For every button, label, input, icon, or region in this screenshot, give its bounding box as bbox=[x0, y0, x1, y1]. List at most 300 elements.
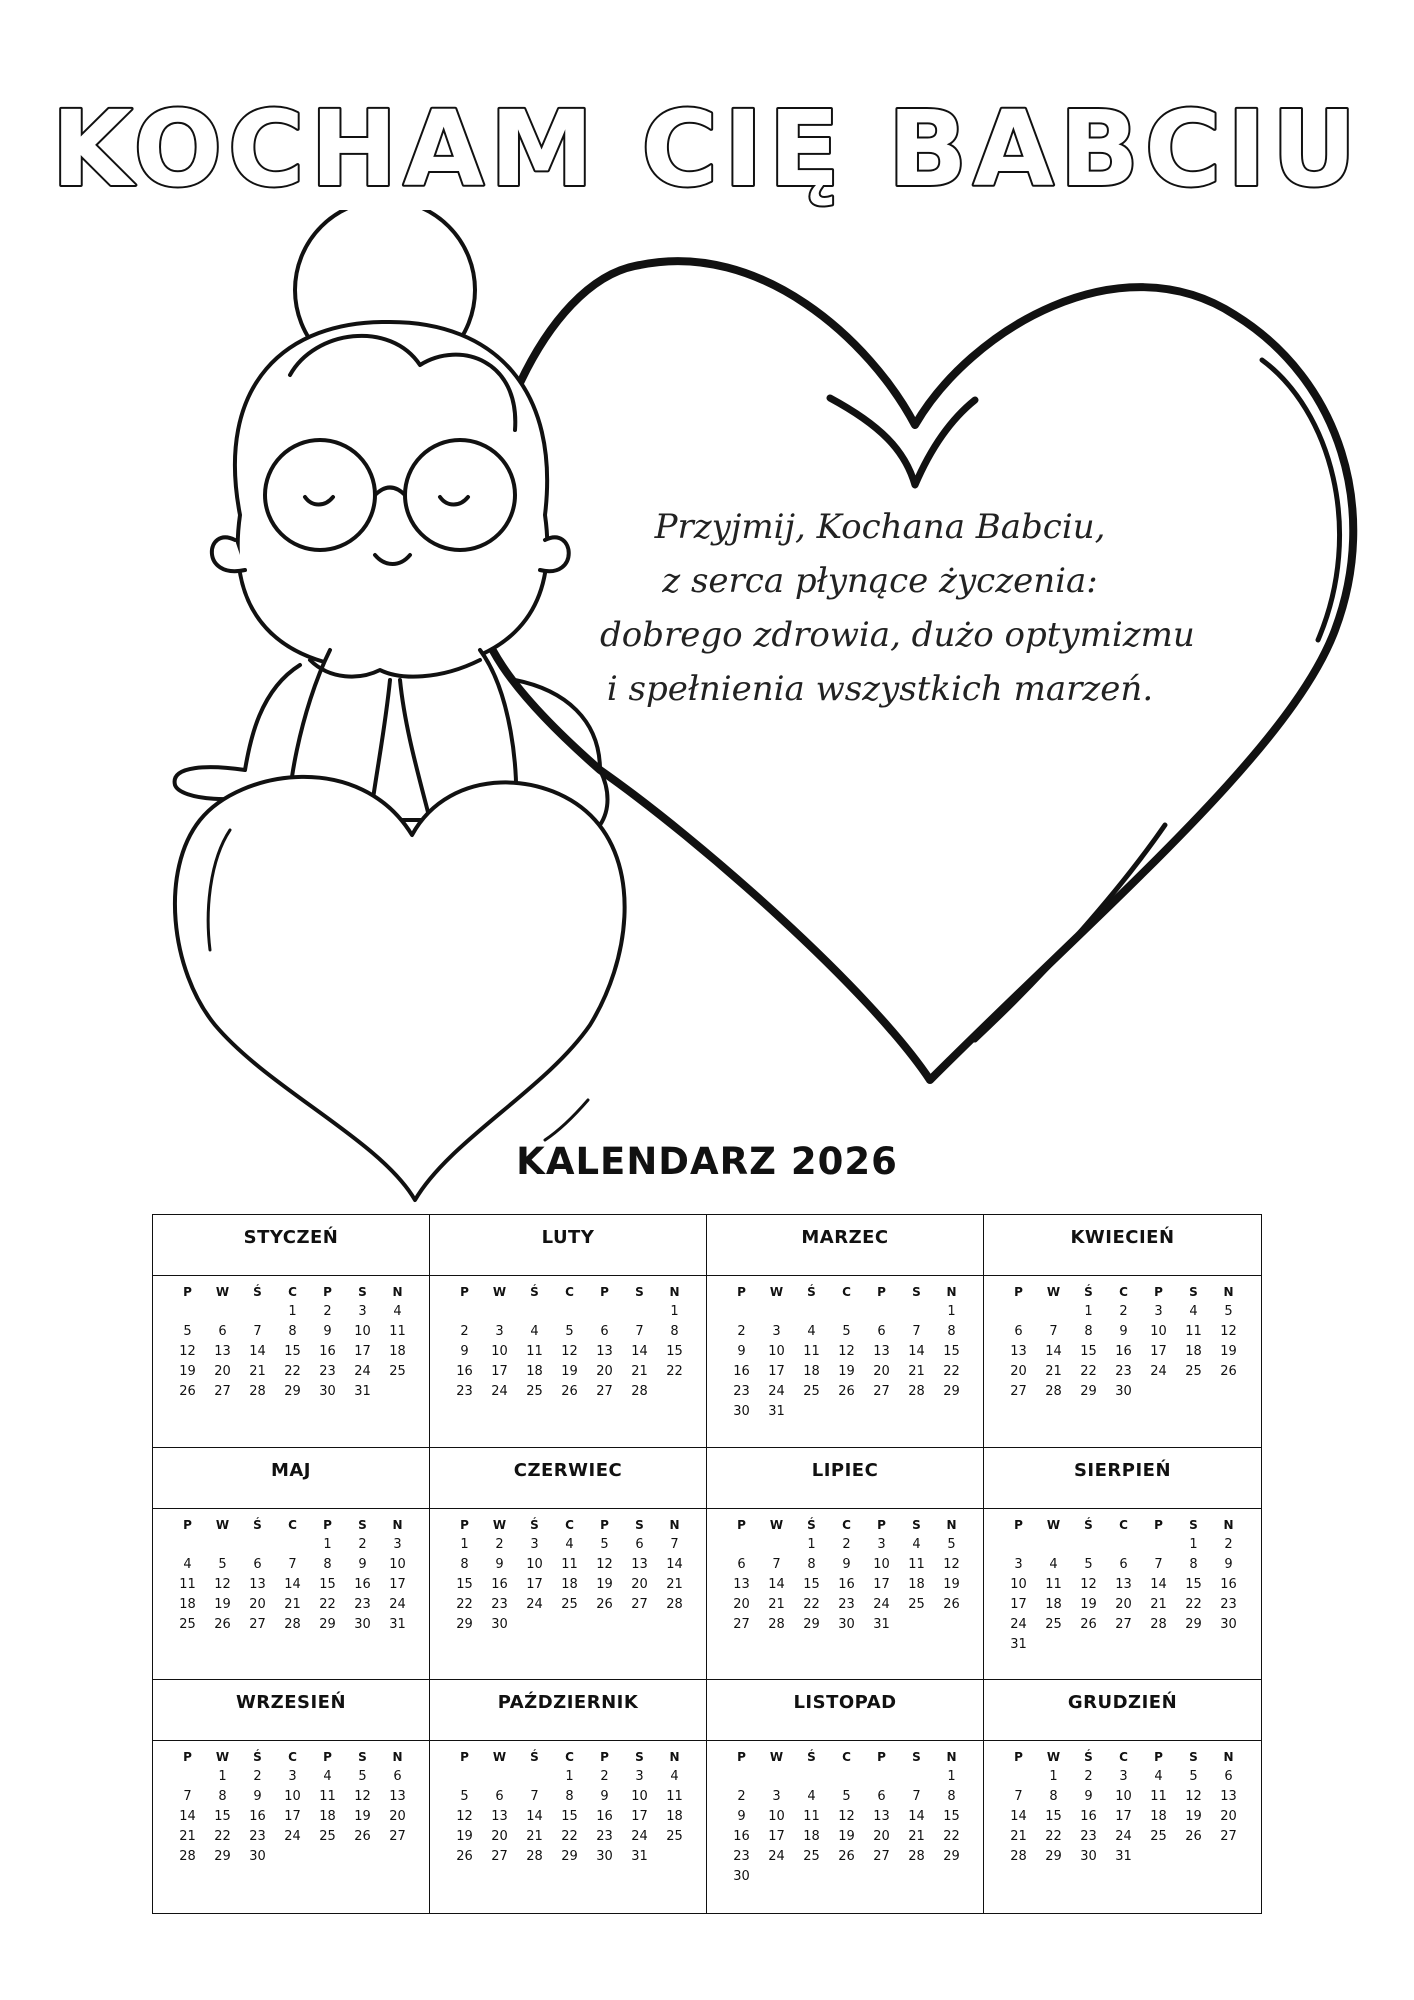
month-days bbox=[430, 1509, 706, 1635]
day-number: 12 bbox=[838, 1344, 855, 1359]
day-number: 2 bbox=[1119, 1304, 1128, 1319]
weekday-label: P bbox=[460, 1285, 469, 1299]
empty-day bbox=[759, 1767, 794, 1787]
month-days bbox=[984, 1741, 1261, 1867]
day-number: 18 bbox=[666, 1809, 683, 1825]
day-number: 9 bbox=[1119, 1324, 1128, 1339]
empty-day bbox=[587, 1302, 622, 1322]
day-number: 20 bbox=[873, 1364, 890, 1379]
weekday-label: P bbox=[183, 1517, 192, 1532]
day-number: 7 bbox=[253, 1324, 262, 1339]
day-number: 28 bbox=[768, 1616, 785, 1632]
month-name: LIPIEC bbox=[707, 1448, 983, 1509]
grandma-illustration bbox=[175, 210, 608, 825]
day-number: 22 bbox=[1080, 1364, 1097, 1379]
day-number: 28 bbox=[249, 1384, 266, 1399]
calendar-title: KALENDARZ 2026 bbox=[516, 1140, 898, 1183]
day-number: 13 bbox=[1010, 1344, 1027, 1359]
weekday-label: C bbox=[842, 1517, 851, 1532]
weekday-label: C bbox=[288, 1285, 297, 1299]
day-number: 16 bbox=[354, 1576, 371, 1592]
day-number: 20 bbox=[389, 1809, 406, 1825]
day-number: 11 bbox=[803, 1344, 820, 1359]
day-number: 16 bbox=[733, 1829, 750, 1845]
day-number: 6 bbox=[1014, 1324, 1023, 1339]
day-number: 1 bbox=[323, 1536, 332, 1552]
empty-day bbox=[240, 1535, 275, 1555]
weekday-label: S bbox=[358, 1285, 367, 1299]
day-number: 11 bbox=[319, 1789, 336, 1805]
month-block bbox=[430, 1448, 707, 1681]
weekday-label: Ś bbox=[1084, 1750, 1093, 1765]
day-number: 4 bbox=[393, 1304, 402, 1319]
day-number: 6 bbox=[393, 1769, 402, 1785]
day-number: 6 bbox=[737, 1556, 746, 1572]
day-number: 9 bbox=[737, 1809, 746, 1825]
day-number: 15 bbox=[561, 1809, 578, 1825]
day-number: 21 bbox=[1150, 1596, 1167, 1612]
day-number: 18 bbox=[803, 1829, 820, 1845]
weekday-label: S bbox=[358, 1517, 367, 1532]
day-number: 30 bbox=[1220, 1616, 1237, 1632]
day-number: 11 bbox=[561, 1556, 578, 1572]
day-number: 19 bbox=[214, 1596, 231, 1612]
day-number: 27 bbox=[214, 1384, 231, 1399]
day-number: 1 bbox=[460, 1536, 469, 1552]
month-days bbox=[984, 1509, 1261, 1655]
day-number: 25 bbox=[561, 1596, 578, 1612]
month-block bbox=[984, 1448, 1261, 1681]
day-number: 5 bbox=[460, 1789, 469, 1805]
weekday-label: Ś bbox=[530, 1285, 539, 1299]
day-number: 18 bbox=[526, 1364, 543, 1379]
day-number: 29 bbox=[1045, 1849, 1062, 1865]
day-number: 3 bbox=[1154, 1304, 1163, 1319]
day-number: 25 bbox=[319, 1829, 336, 1845]
empty-day bbox=[552, 1302, 587, 1322]
day-number: 29 bbox=[1080, 1384, 1097, 1399]
day-number: 14 bbox=[631, 1344, 648, 1359]
weekday-label: Ś bbox=[253, 1285, 262, 1299]
day-number: 11 bbox=[179, 1576, 196, 1592]
empty-day bbox=[1001, 1535, 1036, 1555]
day-number: 25 bbox=[1150, 1829, 1167, 1845]
day-number: 7 bbox=[1014, 1789, 1023, 1805]
day-number: 7 bbox=[183, 1789, 192, 1805]
day-number: 2 bbox=[323, 1304, 332, 1319]
day-number: 18 bbox=[389, 1344, 406, 1359]
day-number: 11 bbox=[1150, 1789, 1167, 1805]
day-number: 21 bbox=[1010, 1829, 1027, 1845]
weekday-label: S bbox=[1189, 1517, 1198, 1532]
day-number: 30 bbox=[491, 1616, 508, 1632]
day-number: 26 bbox=[1185, 1829, 1202, 1845]
weekday-label: W bbox=[1046, 1750, 1061, 1765]
day-number: 26 bbox=[838, 1849, 855, 1865]
day-number: 19 bbox=[456, 1829, 473, 1845]
day-number: 19 bbox=[596, 1576, 613, 1592]
day-number: 27 bbox=[873, 1849, 890, 1865]
day-number: 5 bbox=[1189, 1769, 1198, 1785]
day-number: 16 bbox=[249, 1809, 266, 1825]
day-number: 5 bbox=[565, 1324, 574, 1339]
day-number: 30 bbox=[838, 1616, 855, 1632]
day-number: 26 bbox=[596, 1596, 613, 1612]
day-number: 21 bbox=[908, 1829, 925, 1845]
weekday-label: P bbox=[600, 1750, 609, 1765]
empty-day bbox=[1141, 1535, 1176, 1555]
day-number: 20 bbox=[491, 1829, 508, 1845]
weekday-label: Ś bbox=[253, 1517, 262, 1532]
day-number: 6 bbox=[635, 1536, 644, 1552]
day-number: 20 bbox=[596, 1364, 613, 1379]
month-name: MAJ bbox=[153, 1448, 429, 1509]
month-name: MARZEC bbox=[707, 1215, 983, 1276]
weekday-label: N bbox=[392, 1750, 403, 1765]
day-number: 2 bbox=[1084, 1769, 1093, 1785]
day-number: 21 bbox=[284, 1596, 301, 1612]
month-name: STYCZEŃ bbox=[153, 1215, 429, 1276]
weekday-label: S bbox=[912, 1285, 921, 1299]
weekday-label: Ś bbox=[253, 1750, 262, 1765]
day-number: 17 bbox=[873, 1576, 890, 1592]
month-days bbox=[707, 1276, 983, 1422]
day-number: 20 bbox=[873, 1829, 890, 1845]
month-days bbox=[153, 1741, 429, 1867]
day-number: 30 bbox=[249, 1849, 266, 1865]
weekday-label: Ś bbox=[530, 1750, 539, 1765]
day-number: 31 bbox=[354, 1384, 371, 1399]
day-number: 6 bbox=[253, 1556, 262, 1572]
month-days bbox=[984, 1276, 1261, 1402]
day-number: 13 bbox=[214, 1344, 231, 1359]
day-number: 28 bbox=[1010, 1849, 1027, 1865]
weekday-label: W bbox=[1046, 1285, 1061, 1299]
empty-day bbox=[724, 1302, 759, 1322]
weekday-label: P bbox=[323, 1285, 332, 1299]
weekday-label: C bbox=[1119, 1750, 1128, 1765]
empty-day bbox=[275, 1535, 310, 1555]
day-number: 7 bbox=[912, 1789, 921, 1805]
weekday-label: C bbox=[288, 1750, 297, 1765]
day-number: 1 bbox=[218, 1769, 227, 1785]
weekday-label: S bbox=[358, 1750, 367, 1765]
day-number: 18 bbox=[803, 1364, 820, 1379]
weekday-label: S bbox=[912, 1517, 921, 1532]
day-number: 16 bbox=[1080, 1809, 1097, 1825]
weekday-label: N bbox=[392, 1517, 403, 1532]
day-number: 17 bbox=[631, 1809, 648, 1825]
day-number: 6 bbox=[495, 1789, 504, 1805]
day-number: 30 bbox=[596, 1849, 613, 1865]
day-number: 10 bbox=[1115, 1789, 1132, 1805]
day-number: 10 bbox=[354, 1324, 371, 1339]
empty-day bbox=[170, 1302, 205, 1322]
day-number: 18 bbox=[179, 1596, 196, 1612]
day-number: 26 bbox=[943, 1596, 960, 1612]
day-number: 19 bbox=[354, 1809, 371, 1825]
empty-day bbox=[622, 1302, 657, 1322]
month-name: LUTY bbox=[430, 1215, 706, 1276]
page-title bbox=[0, 85, 1414, 215]
day-number: 17 bbox=[1115, 1809, 1132, 1825]
day-number: 26 bbox=[179, 1384, 196, 1399]
day-number: 23 bbox=[838, 1596, 855, 1612]
day-number: 26 bbox=[1080, 1616, 1097, 1632]
day-number: 9 bbox=[358, 1556, 367, 1572]
day-number: 15 bbox=[456, 1576, 473, 1592]
day-number: 22 bbox=[319, 1596, 336, 1612]
day-number: 16 bbox=[838, 1576, 855, 1592]
weekday-label: S bbox=[1189, 1750, 1198, 1765]
wishes-line: Przyjmij, Kochana Babciu, bbox=[654, 507, 1106, 547]
day-number: 7 bbox=[288, 1556, 297, 1572]
day-number: 28 bbox=[908, 1384, 925, 1399]
day-number: 22 bbox=[284, 1364, 301, 1379]
weekday-label: C bbox=[565, 1750, 574, 1765]
day-number: 23 bbox=[491, 1596, 508, 1612]
day-number: 19 bbox=[561, 1364, 578, 1379]
month-name: PAŹDZIERNIK bbox=[430, 1680, 706, 1741]
day-number: 23 bbox=[733, 1849, 750, 1865]
month-days bbox=[707, 1509, 983, 1635]
day-number: 5 bbox=[358, 1769, 367, 1785]
wishes-line: dobrego zdrowia, dużo optymizmu bbox=[600, 615, 1195, 655]
day-number: 18 bbox=[908, 1576, 925, 1592]
day-number: 20 bbox=[249, 1596, 266, 1612]
day-number: 9 bbox=[1224, 1556, 1233, 1572]
day-number: 5 bbox=[218, 1556, 227, 1572]
weekday-label: P bbox=[1154, 1517, 1163, 1532]
day-number: 9 bbox=[1084, 1789, 1093, 1805]
day-number: 12 bbox=[943, 1556, 960, 1572]
day-number: 10 bbox=[1010, 1576, 1027, 1592]
day-number: 19 bbox=[1220, 1344, 1237, 1359]
weekday-label: Ś bbox=[530, 1517, 539, 1532]
day-number: 17 bbox=[491, 1364, 508, 1379]
day-number: 6 bbox=[600, 1324, 609, 1339]
day-number: 13 bbox=[491, 1809, 508, 1825]
day-number: 16 bbox=[319, 1344, 336, 1359]
weekday-label: W bbox=[492, 1285, 507, 1299]
day-number: 1 bbox=[1189, 1536, 1198, 1552]
small-heart-icon bbox=[175, 777, 625, 1200]
empty-day bbox=[517, 1302, 552, 1322]
day-number: 31 bbox=[631, 1849, 648, 1865]
day-number: 24 bbox=[1115, 1829, 1132, 1845]
empty-day bbox=[794, 1302, 829, 1322]
day-number: 8 bbox=[460, 1556, 469, 1572]
weekday-label: W bbox=[492, 1517, 507, 1532]
weekday-label: W bbox=[769, 1285, 784, 1299]
day-number: 15 bbox=[943, 1809, 960, 1825]
day-number: 2 bbox=[842, 1536, 851, 1552]
day-number: 1 bbox=[947, 1304, 956, 1319]
weekday-label: C bbox=[565, 1285, 574, 1299]
day-number: 12 bbox=[838, 1809, 855, 1825]
empty-day bbox=[724, 1767, 759, 1787]
day-number: 15 bbox=[1045, 1809, 1062, 1825]
day-number: 31 bbox=[389, 1616, 406, 1632]
weekday-label: N bbox=[1223, 1517, 1234, 1532]
weekday-label: P bbox=[600, 1517, 609, 1532]
day-number: 14 bbox=[908, 1344, 925, 1359]
weekday-label: N bbox=[946, 1750, 957, 1765]
day-number: 29 bbox=[214, 1849, 231, 1865]
weekday-label: Ś bbox=[807, 1285, 816, 1299]
day-number: 16 bbox=[596, 1809, 613, 1825]
day-number: 22 bbox=[1045, 1829, 1062, 1845]
day-number: 13 bbox=[873, 1809, 890, 1825]
day-number: 24 bbox=[491, 1384, 508, 1399]
weekday-label: P bbox=[460, 1750, 469, 1765]
day-number: 12 bbox=[179, 1344, 196, 1359]
day-number: 24 bbox=[873, 1596, 890, 1612]
day-number: 4 bbox=[323, 1769, 332, 1785]
day-number: 28 bbox=[666, 1596, 683, 1612]
month-block bbox=[153, 1448, 430, 1681]
day-number: 17 bbox=[354, 1344, 371, 1359]
day-number: 4 bbox=[530, 1324, 539, 1339]
day-number: 14 bbox=[908, 1809, 925, 1825]
day-number: 7 bbox=[1154, 1556, 1163, 1572]
weekday-label: S bbox=[912, 1750, 921, 1765]
day-number: 20 bbox=[1115, 1596, 1132, 1612]
day-number: 14 bbox=[666, 1556, 683, 1572]
day-number: 8 bbox=[947, 1324, 956, 1339]
weekday-label: W bbox=[769, 1517, 784, 1532]
empty-day bbox=[864, 1302, 899, 1322]
day-number: 28 bbox=[284, 1616, 301, 1632]
empty-day bbox=[829, 1302, 864, 1322]
day-number: 23 bbox=[733, 1384, 750, 1399]
day-number: 10 bbox=[768, 1344, 785, 1359]
day-number: 3 bbox=[393, 1536, 402, 1552]
day-number: 27 bbox=[389, 1829, 406, 1845]
day-number: 13 bbox=[596, 1344, 613, 1359]
day-number: 12 bbox=[596, 1556, 613, 1572]
day-number: 8 bbox=[1049, 1789, 1058, 1805]
day-number: 5 bbox=[600, 1536, 609, 1552]
weekday-label: P bbox=[600, 1285, 609, 1299]
day-number: 23 bbox=[596, 1829, 613, 1845]
day-number: 16 bbox=[491, 1576, 508, 1592]
day-number: 28 bbox=[908, 1849, 925, 1865]
month-name: LISTOPAD bbox=[707, 1680, 983, 1741]
day-number: 8 bbox=[565, 1789, 574, 1805]
month-block bbox=[984, 1215, 1261, 1448]
day-number: 9 bbox=[495, 1556, 504, 1572]
empty-day bbox=[1106, 1535, 1141, 1555]
day-number: 29 bbox=[803, 1616, 820, 1632]
day-number: 25 bbox=[666, 1829, 683, 1845]
day-number: 1 bbox=[288, 1304, 297, 1319]
day-number: 3 bbox=[530, 1536, 539, 1552]
day-number: 8 bbox=[1189, 1556, 1198, 1572]
day-number: 11 bbox=[1185, 1324, 1202, 1339]
calendar-grid bbox=[152, 1214, 1262, 1914]
day-number: 19 bbox=[838, 1829, 855, 1845]
day-number: 13 bbox=[389, 1789, 406, 1805]
day-number: 12 bbox=[1220, 1324, 1237, 1339]
day-number: 24 bbox=[1010, 1616, 1027, 1632]
weekday-label: Ś bbox=[807, 1517, 816, 1532]
day-number: 4 bbox=[183, 1556, 192, 1572]
day-number: 13 bbox=[1115, 1576, 1132, 1592]
month-name: WRZESIEŃ bbox=[153, 1680, 429, 1741]
day-number: 27 bbox=[249, 1616, 266, 1632]
month-days bbox=[430, 1276, 706, 1402]
day-number: 21 bbox=[631, 1364, 648, 1379]
day-number: 13 bbox=[733, 1576, 750, 1592]
day-number: 4 bbox=[1049, 1556, 1058, 1572]
day-number: 27 bbox=[1220, 1829, 1237, 1845]
day-number: 19 bbox=[943, 1576, 960, 1592]
empty-day bbox=[205, 1302, 240, 1322]
day-number: 21 bbox=[908, 1364, 925, 1379]
weekday-label: P bbox=[877, 1750, 886, 1765]
day-number: 25 bbox=[1045, 1616, 1062, 1632]
empty-day bbox=[899, 1302, 934, 1322]
day-number: 8 bbox=[670, 1324, 679, 1339]
day-number: 18 bbox=[319, 1809, 336, 1825]
weekday-label: Ś bbox=[1084, 1517, 1093, 1532]
day-number: 8 bbox=[947, 1789, 956, 1805]
weekday-label: C bbox=[1119, 1285, 1128, 1299]
weekday-label: S bbox=[635, 1517, 644, 1532]
weekday-label: N bbox=[1223, 1285, 1234, 1299]
day-number: 6 bbox=[1119, 1556, 1128, 1572]
day-number: 24 bbox=[389, 1596, 406, 1612]
empty-day bbox=[1036, 1535, 1071, 1555]
day-number: 17 bbox=[526, 1576, 543, 1592]
day-number: 19 bbox=[838, 1364, 855, 1379]
weekday-label: Ś bbox=[807, 1750, 816, 1765]
day-number: 8 bbox=[218, 1789, 227, 1805]
weekday-label: W bbox=[215, 1285, 230, 1299]
day-number: 3 bbox=[1119, 1769, 1128, 1785]
day-number: 24 bbox=[526, 1596, 543, 1612]
day-number: 16 bbox=[1220, 1576, 1237, 1592]
empty-day bbox=[482, 1767, 517, 1787]
day-number: 20 bbox=[1010, 1364, 1027, 1379]
day-number: 4 bbox=[807, 1324, 816, 1339]
day-number: 8 bbox=[807, 1556, 816, 1572]
day-number: 23 bbox=[456, 1384, 473, 1399]
day-number: 26 bbox=[354, 1829, 371, 1845]
day-number: 29 bbox=[284, 1384, 301, 1399]
day-number: 13 bbox=[1220, 1789, 1237, 1805]
day-number: 13 bbox=[631, 1556, 648, 1572]
empty-day bbox=[759, 1535, 794, 1555]
day-number: 10 bbox=[284, 1789, 301, 1805]
month-days bbox=[430, 1741, 706, 1867]
day-number: 7 bbox=[912, 1324, 921, 1339]
day-number: 25 bbox=[179, 1616, 196, 1632]
day-number: 3 bbox=[358, 1304, 367, 1319]
empty-day bbox=[724, 1535, 759, 1555]
day-number: 17 bbox=[1010, 1596, 1027, 1612]
day-number: 16 bbox=[733, 1364, 750, 1379]
day-number: 8 bbox=[288, 1324, 297, 1339]
day-number: 23 bbox=[319, 1364, 336, 1379]
day-number: 11 bbox=[526, 1344, 543, 1359]
wishes-line: z serca płynące życzenia: bbox=[662, 561, 1098, 601]
day-number: 14 bbox=[1045, 1344, 1062, 1359]
empty-day bbox=[864, 1767, 899, 1787]
day-number: 12 bbox=[1080, 1576, 1097, 1592]
day-number: 1 bbox=[1084, 1304, 1093, 1319]
